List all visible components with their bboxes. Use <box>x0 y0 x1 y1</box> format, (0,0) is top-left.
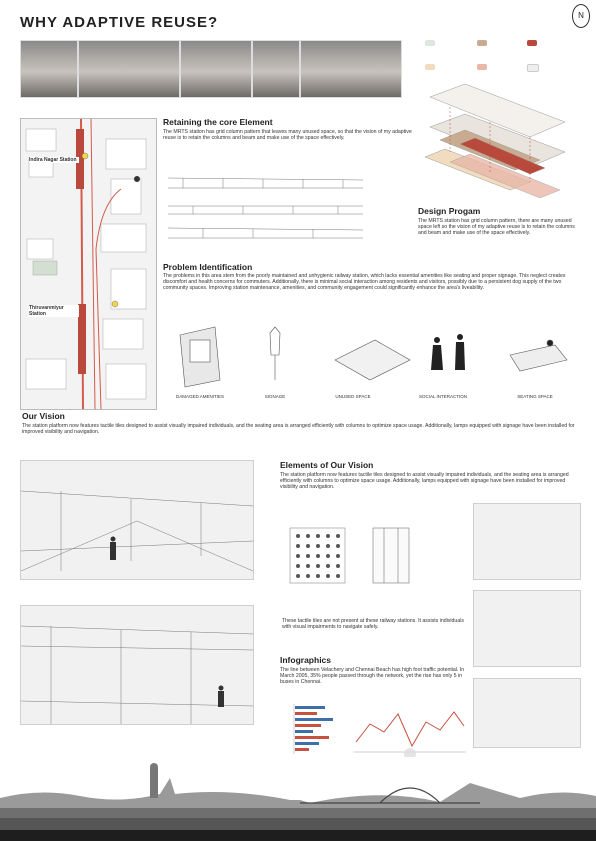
vision-render-3 <box>473 678 581 748</box>
site-map <box>20 118 157 410</box>
station-photo-4 <box>252 40 300 98</box>
damaged-amenities-icon <box>180 327 220 387</box>
station-photo-2 <box>78 40 180 98</box>
lamp-signage-diagram <box>368 520 418 595</box>
footer-bar <box>0 830 596 841</box>
infographic-bar <box>295 730 313 733</box>
infographic-bar <box>295 712 317 715</box>
map-label-thiruvanmiyur: Thiruvanmiyur Station <box>29 305 79 317</box>
infographics-heading: Infographics <box>280 655 332 665</box>
legend-swatch-1 <box>425 40 435 46</box>
infographic-bar <box>295 736 329 739</box>
legend-swatch-5 <box>477 64 487 70</box>
infographic-trendline <box>356 712 464 746</box>
perspective-2-linework <box>21 606 253 724</box>
infographic-bar <box>295 724 321 727</box>
station-photo-5 <box>300 40 402 98</box>
infographic-bar <box>295 748 309 751</box>
icon-label-unused-space: UNUSED SPACE <box>335 394 371 399</box>
north-label: N <box>578 11 584 20</box>
vision-text: The station platform now features tactile tiles designed to assist visually impaired individuals, and the seating area is arranged efficiently with columns to optimize space usage. Additionally, lamps equipped with signage have been installed for improved visibility and navigation. <box>22 423 575 436</box>
infographic-bar <box>295 742 319 745</box>
retaining-heading: Retaining the core Element <box>163 117 273 127</box>
vision-heading: Our Vision <box>22 411 65 421</box>
vision-perspective-1 <box>20 460 254 580</box>
infographic-bar-chart <box>282 702 342 757</box>
retaining-text: The MRTS station has grid column pattern that leaves many unused space, so that the vision of my adaptive reuse is to retain the columns and beam and make use of the space effectively. <box>163 129 412 142</box>
legend-swatch-6 <box>527 64 539 72</box>
vision-render-1 <box>473 503 581 580</box>
page-title: WHY ADAPTIVE REUSE? <box>20 14 219 31</box>
vision-render-2 <box>473 590 581 667</box>
station-photo-1 <box>20 40 78 98</box>
icon-label-damaged-amenities: DAMAGED AMENITIES <box>175 394 224 399</box>
infographic-bar <box>295 706 325 709</box>
social-interaction-icon <box>431 334 465 370</box>
perspective-1-linework <box>21 461 253 579</box>
highlight-marker <box>404 748 416 757</box>
legend-swatch-3 <box>527 40 537 46</box>
seating-space-icon <box>510 340 567 371</box>
design-program-text: The MRTS station has grid column pattern, there are many unused space left so the vision of my adaptive reuse is to retain the columns and beam and make use of the space effectively. <box>418 218 575 237</box>
problem-text: The problems in this area stem from the poorly maintained and unhygienic railway station, which lacks essential amenities like seating and proper signage. This neglect creates discomfort and health concerns for commuters. Additionally, there is minimal social interaction among residents and visitors, possibly due to a persistent dog supply of the two community spaces. Improving station maintenance, amenities, and community engagement could significantly enhance the area's liveability. <box>163 273 566 292</box>
vision-perspective-2 <box>20 605 254 725</box>
exploded-axonometric-diagram <box>420 82 580 202</box>
station-photo-3 <box>180 40 252 98</box>
tactile-tile-diagram <box>282 520 372 595</box>
design-program-heading: Design Progam <box>418 206 481 216</box>
elements-text: The station platform now features tactile tiles designed to assist visually impaired individuals, and the seating area is arranged efficiently with columns to optimize space usage. Additionally, lamps equipped with signage have been installed for improved visibility and navigation. <box>280 472 569 491</box>
elements-heading: Elements of Our Vision <box>280 460 374 470</box>
tactile-note: These tactile tiles are not present at these railway stations. It assists individuals with visual impairments to navigate safely. <box>282 618 464 631</box>
north-arrow-icon <box>572 4 590 28</box>
station-section-drawings <box>163 168 378 248</box>
unused-space-icon <box>335 340 410 380</box>
problem-heading: Problem Identification <box>163 262 253 272</box>
legend-swatch-4 <box>425 64 435 70</box>
infographics-text: The line between Velachery and Chennai Beach has high foot traffic potential. In March 2005, 35% people passed through the network, yet the rise has only 5 in buses in Chennai. <box>280 667 465 686</box>
skyline-panorama <box>0 758 596 830</box>
legend-swatch-2 <box>477 40 487 46</box>
map-label-indira-nagar: Indira Nagar Station <box>29 157 79 163</box>
infographic-line-chart <box>350 702 470 757</box>
signage-icon <box>270 327 280 380</box>
problem-icons <box>175 325 575 395</box>
icon-label-social-interaction: SOCIAL INTERACTION <box>418 394 468 399</box>
icon-label-signage: SIGNAGE <box>264 394 286 399</box>
infographic-bar <box>295 718 333 721</box>
icon-label-seating-space: SEATING SPACE <box>517 394 553 399</box>
